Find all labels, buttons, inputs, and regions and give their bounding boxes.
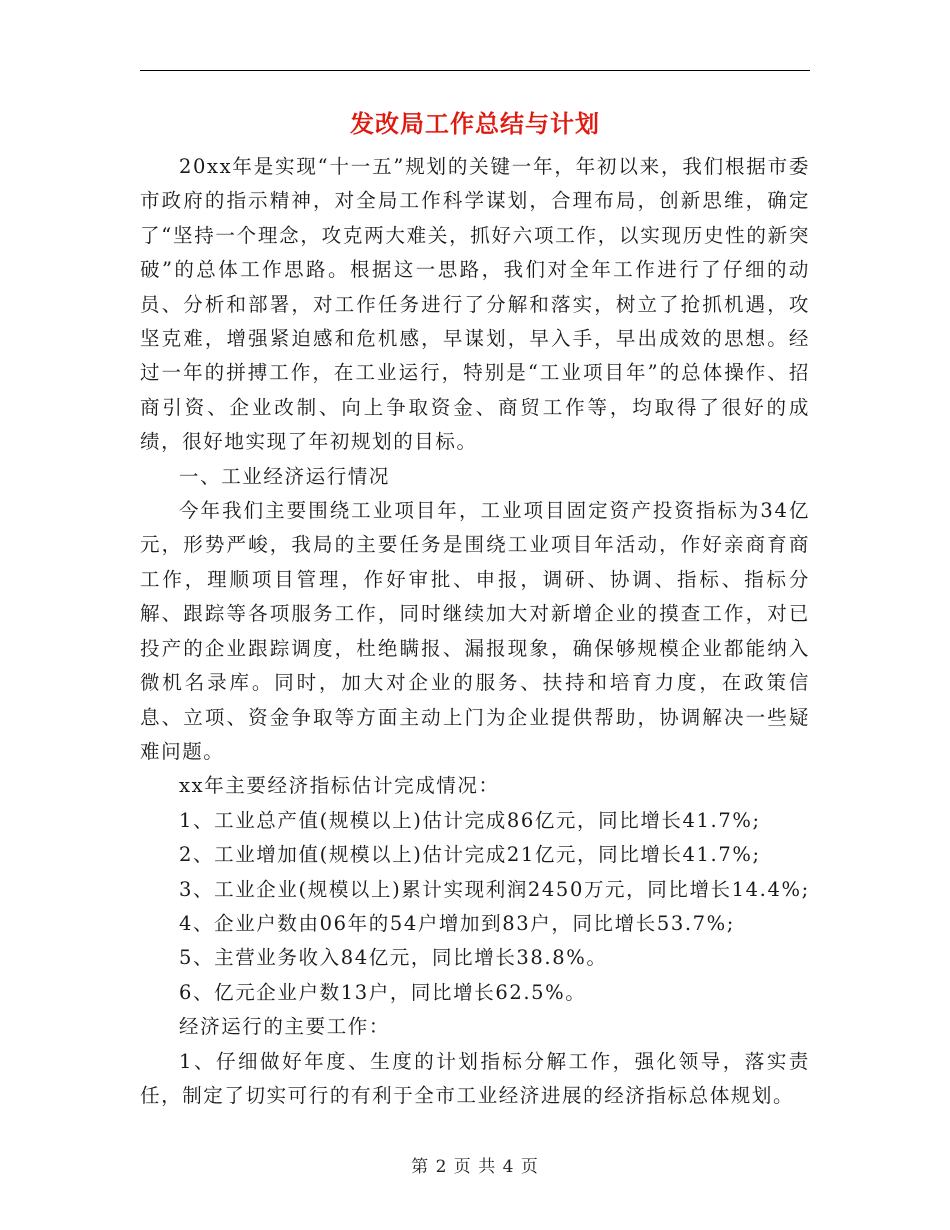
list-item-main-work-1: 1、仔细做好年度、生度的计划指标分解工作，强化领导，落实责任，制定了切实可行的有利于全市工业经济进展的经济指标总体规划。 bbox=[140, 1049, 810, 1107]
section-heading-industrial-economy: 一、工业经济运行情况 bbox=[179, 464, 391, 488]
list-item-indicator-2: 2、工业增加值(规模以上)估计完成21亿元，同比增长41.7%; bbox=[179, 843, 761, 867]
paragraph-main-work-heading: 经济运行的主要工作： bbox=[179, 1015, 391, 1039]
paragraph-indicators-heading: xx年主要经济指标估计完成情况： bbox=[179, 774, 500, 798]
paragraph-industrial-project-year: 今年我们主要围绕工业项目年，工业项目固定资产投资指标为34亿元，形势严峻，我局的主要任务是围绕工业项目年活动，作好亲商育商工作，理顺项目管理，作好审批、申报，调研、协调、指标、指标分解、跟踪等各项服务工作，同时继续加大对新增企业的摸查工作，对已投产的企业跟踪调度，杜绝瞒报、漏报现象，确保够规模企业都能纳入微机名录库。同时，加大对企业的服务、扶持和培育力度，在政策信息、立项、资金争取等方面主动上门为企业提供帮助，协调解决一些疑难问题。 bbox=[140, 499, 810, 763]
list-item-indicator-5: 5、主营业务收入84亿元，同比增长38.8%。 bbox=[179, 946, 608, 970]
list-item-indicator-4: 4、企业户数由06年的54户增加到83户，同比增长53.7%; bbox=[179, 911, 735, 935]
page-number-footer: 第 2 页 共 4 页 bbox=[411, 1157, 539, 1177]
list-item-indicator-3: 3、工业企业(规模以上)累计实现利润2450万元，同比增长14.4%; bbox=[179, 877, 810, 901]
document-body bbox=[140, 150, 810, 1113]
document-title: 发改局工作总结与计划 bbox=[350, 110, 600, 138]
paragraph-intro: 20xx年是实现“十一五”规划的关键一年，年初以来，我们根据市委市政府的指示精神，对全局工作科学谋划，合理布局，创新思维，确定了“坚持一个理念，攻克两大难关，抓好六项工作，以实现历史性的新突破”的总体工作思路。根据这一思路，我们对全年工作进行了仔细的动员、分析和部署，对工作任务进行了分解和落实，树立了抢抓机遇，攻坚克难，增强紧迫感和危机感，早谋划，早入手，早出成效的思想。经过一年的拼搏工作，在工业运行，特别是“工业项目年”的总体操作、招商引资、企业改制、向上争取资金、商贸工作等，均取得了很好的成绩，很好地实现了年初规划的目标。 bbox=[140, 155, 810, 454]
list-item-indicator-1: 1、工业总产值(规模以上)估计完成86亿元，同比增长41.7%; bbox=[179, 808, 761, 832]
header-rule bbox=[140, 70, 810, 71]
list-item-indicator-6: 6、亿元企业户数13户，同比增长62.5%。 bbox=[179, 980, 587, 1004]
